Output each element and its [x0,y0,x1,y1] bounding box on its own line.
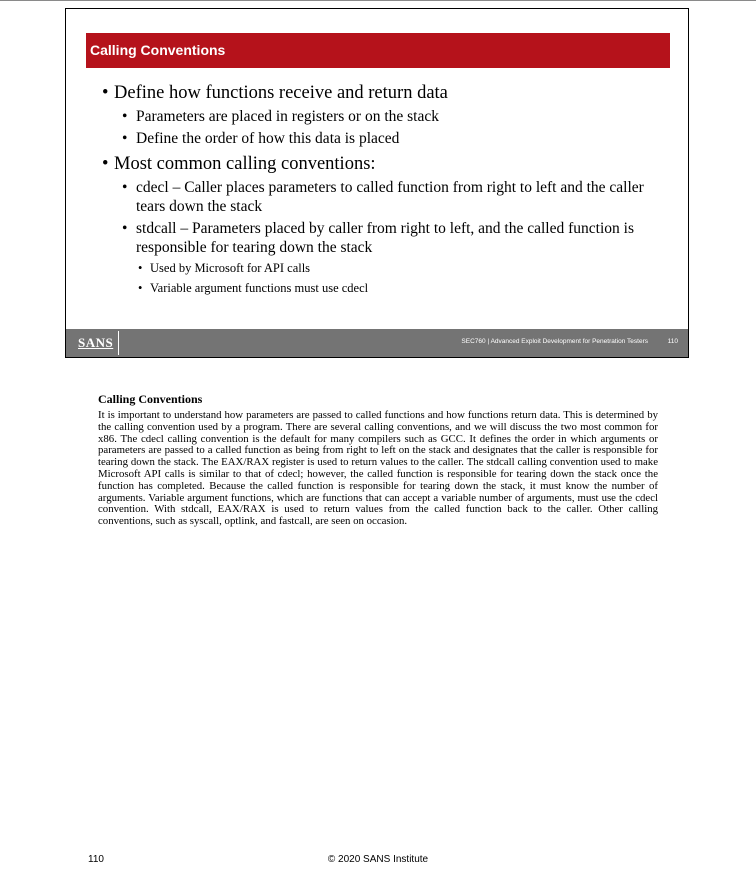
footer-slide-number: 110 [667,338,678,345]
notes-heading: Calling Conventions [98,392,203,406]
sans-logo: SANS [78,335,114,350]
bullet-stdcall: • stdcall – Parameters placed by caller from right to left, and the called function is responsible for tearing down the stack [122,219,662,257]
bullet-cdecl: • cdecl – Caller places parameters to called function from right to left and the caller tears down the stack [122,178,662,216]
footer-course-title: SEC760 | Advanced Exploit Development for Penetration Testers [461,338,648,345]
bullet-common-conventions: • Most common calling conventions: [102,153,662,175]
slide-footer [66,329,688,357]
footer-divider [118,331,119,355]
slide-title: Calling Conventions [86,33,670,68]
bullet-define-functions: • Define how functions receive and return data [102,82,662,104]
speaker-notes [98,392,658,528]
bullet-parameters-registers: • Parameters are placed in registers or on the stack [122,107,662,126]
copyright: © 2020 SANS Institute [327,854,429,865]
bullet-define-order: • Define the order of how this data is placed [122,129,662,148]
bullet-variable-argument: • Variable argument functions must use cdecl [138,280,662,296]
page-number: 110 [88,854,104,865]
bullet-microsoft-api: • Used by Microsoft for API calls [138,260,662,276]
slide-body [102,82,662,300]
notes-body: It is important to understand how parameters are passed to called functions and how functions return data. This is determined by the calling convention used by a program. There are several calling conventions, and we will discuss the two most common for x86. The cdecl calling convention is the default for many compilers such as GCC. It defines the order in which arguments or parameters are passed to a called function as being from right to left on the stack and designates that the caller is responsible for tearing down the stack. The EAX/RAX register is used to return values to the caller. The stdcall calling convention used to make Microsoft API calls is similar to that of cdecl; however, the called function is responsible for tearing down the stack once the function has completed. Because the called function is responsible for tearing down the stack, it must know the number of arguments. Variable argument functions, which are functions that can accept a variable number of arguments, must use the cdecl convention. With stdcall, EAX/RAX is used to return values from the called function back to the caller. Other calling conventions, such as syscall, optlink, and fastcall, are seen on occasion. [98,409,658,528]
top-rule [0,0,756,1]
slide [65,8,689,358]
